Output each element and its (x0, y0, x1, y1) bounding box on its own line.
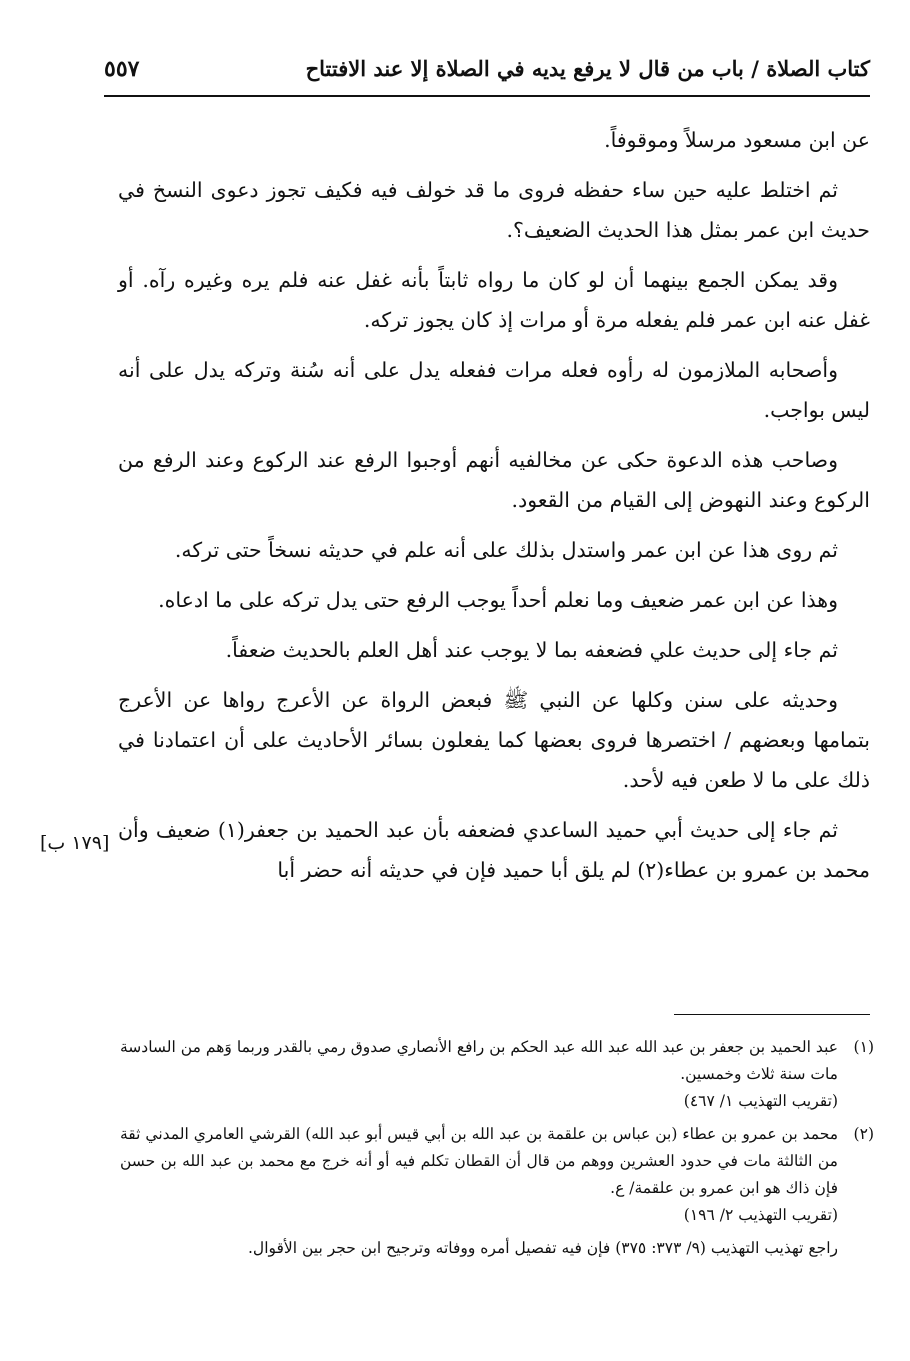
footnote-number: (٢) (853, 1125, 874, 1143)
footnote-rule (674, 1014, 870, 1015)
running-header (104, 52, 870, 94)
paragraph-3: وقد يمكن الجمع بينهما أن لو كان ما رواه ثابتاً بأنه غفل عنه فلم يره وغيره رآه. أو غفل عنه ابن عمر فلم يفعله مرة أو مرات إذ كان يجوز تركه. (118, 268, 870, 332)
footnote-2 (120, 1121, 874, 1229)
header-rule (104, 95, 870, 97)
paragraph-8: ثم جاء إلى حديث علي فضعفه بما لا يوجب عند أهل العلم بالحديث ضعفاً. (225, 638, 838, 662)
paragraph-4: وأصحابه الملازمون له رأوه فعله مرات ففعله يدل على أنه سُنة وتركه يدل على أنه ليس بواجب. (118, 358, 870, 422)
paragraph-6: ثم روى هذا عن ابن عمر واستدل بذلك على أنه علم في حديثه نسخاً حتى تركه. (174, 538, 838, 562)
footnote-text: محمد بن عمرو بن عطاء (بن عباس بن علقمة بن عبد الله بن أبي قيس أبو عبد الله) القرشي العامري المدني ثقة من الثالثة مات في حدود العشرين ووهم من قال أن القطان تكلم فيه أو أنه خرج مع محمد بن عبد الله بن حسن فإن ذاك هو ابن عمرو بن علقمة/ ع. (120, 1125, 838, 1197)
header-title: كتاب الصلاة / باب من قال لا يرفع يديه في الصلاة إلا عند الافتتاح (305, 56, 870, 81)
paragraph-9: وحديثه على سنن وكلها عن النبي ﷺ فبعض الرواة عن الأعرج رواها عن الأعرج بتمامها وبعضهم / اختصرها فروى بعضها كما يفعلون بسائر الأحاديث على أن اعتمادنا في ذلك على ما لا طعن فيه لأحد. (118, 688, 870, 792)
main-text (118, 120, 870, 900)
manuscript-folio-note: [١٧٩ ب] (40, 832, 110, 854)
page-number: ٥٥٧ (104, 56, 140, 82)
footnote-1 (120, 1034, 874, 1115)
footnotes (120, 1034, 874, 1262)
footnote-number: (١) (853, 1038, 874, 1056)
paragraph-5: وصاحب هذه الدعوة حكى عن مخالفيه أنهم أوجبوا الرفع عند الركوع وعند الرفع من الركوع وعند النهوض إلى القيام من القعود. (118, 448, 870, 512)
paragraph-1: عن ابن مسعود مرسلاً وموقوفاً. (604, 128, 870, 152)
footnote-text: عبد الحميد بن جعفر بن عبد الله عبد الله عبد الحكم بن رافع الأنصاري صدوق رمي بالقدر وربما وَهم من السادسة مات سنة ثلاث وخمسين. (120, 1038, 838, 1083)
paragraph-7: وهذا عن ابن عمر ضعيف وما نعلم أحداً يوجب الرفع حتى يدل تركه على ما ادعاه. (158, 588, 838, 612)
paragraph-10: ثم جاء إلى حديث أبي حميد الساعدي فضعفه بأن عبد الحميد بن جعفر(١) ضعيف وأن محمد بن عمرو بن عطاء(٢) لم يلق أبا حميد فإن في حديثه أنه حضر أبا (118, 818, 870, 882)
paragraph-2: ثم اختلط عليه حين ساء حفظه فروى ما قد خولف فيه فكيف تجوز دعوى النسخ في حديث ابن عمر بمثل هذا الحديث الضعيف؟. (118, 178, 870, 242)
footnote-reference: (تقريب التهذيب ١/ ٤٦٧) (683, 1092, 838, 1110)
footnote-reference: (تقريب التهذيب ٢/ ١٩٦) (683, 1206, 838, 1224)
footnote-additional-note: راجع تهذيب التهذيب (٩/ ٣٧٣: ٣٧٥) فإن فيه تفصيل أمره ووفاته وترجيح ابن حجر بين الأقوال. (248, 1239, 838, 1257)
